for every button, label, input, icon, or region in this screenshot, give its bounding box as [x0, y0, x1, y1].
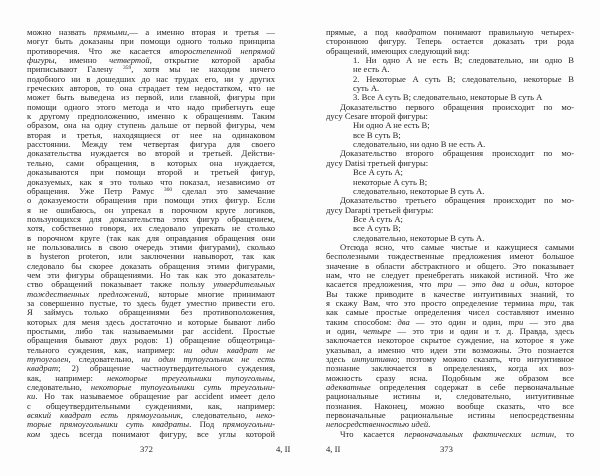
right-signature-mark: 4, II — [326, 444, 341, 454]
text-run: тельно, сами обращения, в которых она нуждается, — [27, 157, 275, 168]
text-run: рациональные истины и, следовательно, интуитивные — [326, 391, 574, 402]
text-run: . — [428, 419, 431, 430]
text-run: Что касается — [340, 428, 405, 439]
text-run: здесь всегда понимают фигуру, все углы которой — [40, 428, 275, 439]
text-run: дусу Darapti третьей фигуры: — [326, 204, 434, 215]
italic-text-run: три — [508, 316, 524, 327]
text-run: указывал, а именно что идеи эти возможны. Это познается — [326, 344, 574, 355]
text-run: , так — [554, 297, 574, 308]
italic-text-run: квадратом — [395, 27, 437, 37]
text-run: нам, что не следует пренебрегать никакой истиной. Что же — [326, 269, 574, 280]
text-run: понимают правильную четырех- — [436, 27, 574, 37]
text-run: я скажу Вам, что это просто определение термина — [326, 297, 540, 308]
italic-text-run: квадрат — [27, 363, 59, 374]
italic-text-run: два — [397, 316, 410, 327]
text-run: Все A суть A; — [353, 213, 403, 224]
text-run: , которые многие принимают — [147, 288, 276, 299]
right-page-text — [326, 28, 574, 439]
text-run: бесполезными тождественные предложения имеют большое — [326, 251, 574, 262]
text-run: первоначальные рациональные истины непосредственны — [326, 410, 574, 421]
text-run: следовательно, — [27, 382, 91, 393]
italic-text-run: три — [539, 297, 555, 308]
text-run: простыми, либо так называемыми par accident. Простые — [27, 326, 275, 336]
text-run: определения содержат в себе первоначальные — [370, 382, 574, 393]
italic-text-run: фигуры — [27, 55, 55, 66]
text-run: расстоянии. Между тем четвертая фигура для своего — [27, 139, 275, 150]
text-run: познания. Наконец, можно вообще сказать, что все — [326, 400, 574, 411]
text-run: за совершенно пустые, то здесь будет уместно привести его. — [27, 297, 275, 308]
text-run: касается предложения, что — [326, 279, 438, 290]
italic-text-run: прямыми — [93, 27, 128, 37]
text-run: 2. Некоторые A суть B; следовательно, некоторые B — [353, 73, 574, 84]
text-run: 3. Все A суть B; следовательно, некоторые B суть A — [353, 92, 543, 103]
text-run: следовало бы скорее доказать обращения этими фигурами, — [27, 260, 275, 271]
text-run: обращений, имеющих следующий вид: — [326, 45, 470, 56]
text-run: к другому предположению, именно к обращениям. Таким — [27, 111, 275, 122]
text-run: приписывают Галену — [27, 64, 123, 75]
text-run: Доказательство первого обращения происходит по мо- — [340, 101, 574, 112]
text-run: в порочном круге (так как для оправдания обращения они — [27, 232, 275, 243]
text-run: образом, она на одну ступень дальше от первой фигуры, чем — [27, 120, 275, 131]
text-line — [326, 430, 574, 439]
italic-text-run: три — это два и один — [437, 279, 538, 290]
text-run: — это три и один и т. д. Правда, здесь — [391, 326, 574, 336]
text-run: может быть выведена из первой, или главной, фигуры при — [27, 92, 275, 103]
text-run: познание заключается в определениях, когда их воз- — [326, 363, 574, 374]
text-run: сделал это замечание — [172, 185, 275, 196]
text-run: , то — [554, 428, 574, 439]
italic-text-run: всякий квадрат есть прямоугольник — [27, 410, 181, 421]
text-run: ; поэтому можно сказать, что интуитивное — [397, 354, 574, 365]
text-run: греческих авторов, то она страдает тем недостатком, что не — [27, 83, 275, 94]
text-run: , следовательно, — [68, 354, 142, 365]
text-run: . Под — [189, 419, 223, 430]
italic-text-run: интуитивно — [351, 354, 398, 365]
italic-text-run: торые прямоугольники суть квадраты — [27, 419, 190, 430]
italic-text-run: некоторые тупоугольники суть треугольни- — [90, 382, 276, 393]
text-run: дусу Cesare второй фигуры: — [326, 111, 428, 122]
text-run: , следовательно, — [180, 410, 257, 421]
right-page-number: 373 — [440, 444, 453, 454]
italic-text-run: первоначальных фактических истин — [404, 428, 555, 439]
text-run: хотя, собственно говоря, их следовало упрекать не столько — [27, 223, 275, 234]
text-run: я не ошибаюсь, он упрекал в порочном круге логиков, — [27, 204, 275, 215]
italic-text-run: ни один квадрат не — [183, 344, 275, 355]
italic-text-run: адекватные — [326, 382, 371, 393]
text-run: следовательно, ни одно B не есть A. — [353, 139, 486, 150]
text-run: Я займусь только обращениями без противоположения, — [27, 307, 275, 318]
text-run: могут быть доказаны при помощи одного только принципа — [27, 36, 275, 47]
left-page-text — [27, 28, 275, 439]
text-run: Отсюда ясно, что самые чистые и кажущиеся самыми — [340, 241, 574, 252]
text-run: обращения. Уже Петр Рамус — [27, 185, 164, 196]
text-run: , — [272, 372, 275, 383]
text-run: ,— а именно вторая и третья — — [127, 27, 276, 37]
italic-text-run: ком — [27, 428, 41, 439]
text-run: следовательно, некоторые B суть A. — [353, 232, 485, 243]
text-run: 1. Ни одно A не есть B; следовательно, ни одно B — [353, 55, 574, 66]
text-run: не есть A. — [353, 64, 390, 75]
text-run: с общеутвердительными суждениями, как, например: — [27, 400, 275, 411]
text-run: Ни одно A не есть B; — [353, 120, 430, 131]
text-run: Все A суть A; — [353, 167, 403, 178]
text-run: можно назвать — [27, 27, 94, 37]
text-run: суть A. — [353, 83, 380, 94]
text-run: подобного ни в дошедших до нас трудах его, ни у других — [27, 73, 275, 84]
text-run: все B суть B; — [353, 129, 401, 140]
text-run: доказательства нуждается во второй и третьей. Действи- — [27, 148, 275, 159]
italic-text-run: четыре — [363, 326, 392, 336]
text-run: доказываются при помощи второй и третьей фигур, — [27, 167, 275, 178]
text-run: стороннюю фигуру. Теперь остается доказать три рода — [326, 36, 574, 47]
italic-text-run: непосредственностью идей — [326, 419, 429, 430]
text-run: дусу Datisi третьей фигуры: — [326, 157, 429, 168]
footnote-reference: 360 — [163, 186, 173, 193]
text-run: таким способом: — [326, 316, 398, 327]
text-run: , именно — [54, 55, 110, 66]
text-run: , открытие которой арабы — [149, 55, 275, 66]
italic-text-run: неко- — [256, 410, 275, 421]
text-run: следовательно, некоторые B суть A. — [353, 185, 485, 196]
italic-text-run: ни один тупоугольник не есть — [141, 354, 276, 365]
text-run: как, например: — [27, 372, 107, 383]
text-run: Доказательство третьего обращения происходит по мо- — [340, 195, 574, 206]
text-run: в hysteron proteron, или заключении навыворот, так как — [27, 251, 275, 262]
text-run: все A суть B; — [353, 223, 401, 234]
text-run: — это два — [523, 316, 574, 327]
text-run: Доказательство второго обращения происходит по мо- — [340, 148, 574, 159]
text-run: и один, — [326, 326, 364, 336]
left-signature-mark: 4, II — [276, 444, 291, 454]
text-run: . Но так называемое обращение par accident имеет дело — [35, 391, 275, 402]
text-run: помощи одного этого метода и что надо прибегнуть еще — [27, 101, 275, 112]
text-run: , которое — [537, 279, 574, 290]
text-run: пользующихся для доказательства этих фигур обращением, — [27, 213, 275, 224]
text-run: как самые простые определения чисел составляют именно — [326, 307, 574, 318]
text-line — [27, 430, 275, 439]
text-run: , хотя мы не находим ничего — [131, 64, 275, 75]
text-run: здесь — [326, 354, 352, 365]
text-run: некоторые A суть B; — [353, 176, 428, 187]
text-run: ; 2) обращение частноутвердительного суждения, — [58, 363, 275, 374]
text-run: противоречия. Что же касается — [27, 45, 170, 56]
italic-text-run: второстепенной непрямой — [169, 45, 275, 56]
text-run: прямые, а под — [326, 27, 396, 37]
text-run: ство обращений показывает также пользу — [27, 279, 214, 290]
text-run: тельного суждения, как, например: — [27, 344, 184, 355]
italic-text-run: четвертой — [109, 55, 150, 66]
text-run: о доказуемости обращения при помощи этих фигур. Если — [27, 195, 275, 206]
footnote-reference: 359 — [122, 65, 132, 72]
text-run: можность сразу ясна. Подобным же образом все — [326, 372, 574, 383]
italic-text-run: утвердительных — [213, 279, 275, 290]
italic-text-run: тождественных предложений — [27, 288, 148, 299]
text-run: вторая и третья, находящиеся от нее на одинаковом — [27, 129, 275, 140]
text-run: не пользовались в свою очередь этими фигурами), сколько — [27, 241, 275, 252]
text-run: значение в области абстрактного и общего. Это показывает — [326, 260, 574, 271]
text-run: заключается некоторое скрытое суждение, на которое я уже — [326, 335, 574, 346]
italic-text-run: тупоуголен — [27, 354, 69, 365]
italic-text-run: прямоугольни- — [222, 419, 275, 430]
italic-text-run: ки — [27, 391, 36, 402]
left-page-number: 372 — [140, 444, 153, 454]
text-run: — это один и один, — [409, 316, 509, 327]
text-run: чем эти фигуры обращениями. Но так как это доказатель- — [27, 269, 275, 280]
text-run: которых для меня здесь достаточно и которые бывают либо — [27, 316, 275, 327]
text-run: Вы также приводите в качестве интуитивных знаний, то — [326, 288, 574, 299]
text-run: обращения бывают двух родов: 1) обращение общеотрица- — [27, 335, 275, 346]
italic-text-run: некоторые треугольники тупоугольны — [106, 372, 273, 383]
text-run: доказуемых, как я это только что показал, независимо от — [27, 176, 275, 187]
